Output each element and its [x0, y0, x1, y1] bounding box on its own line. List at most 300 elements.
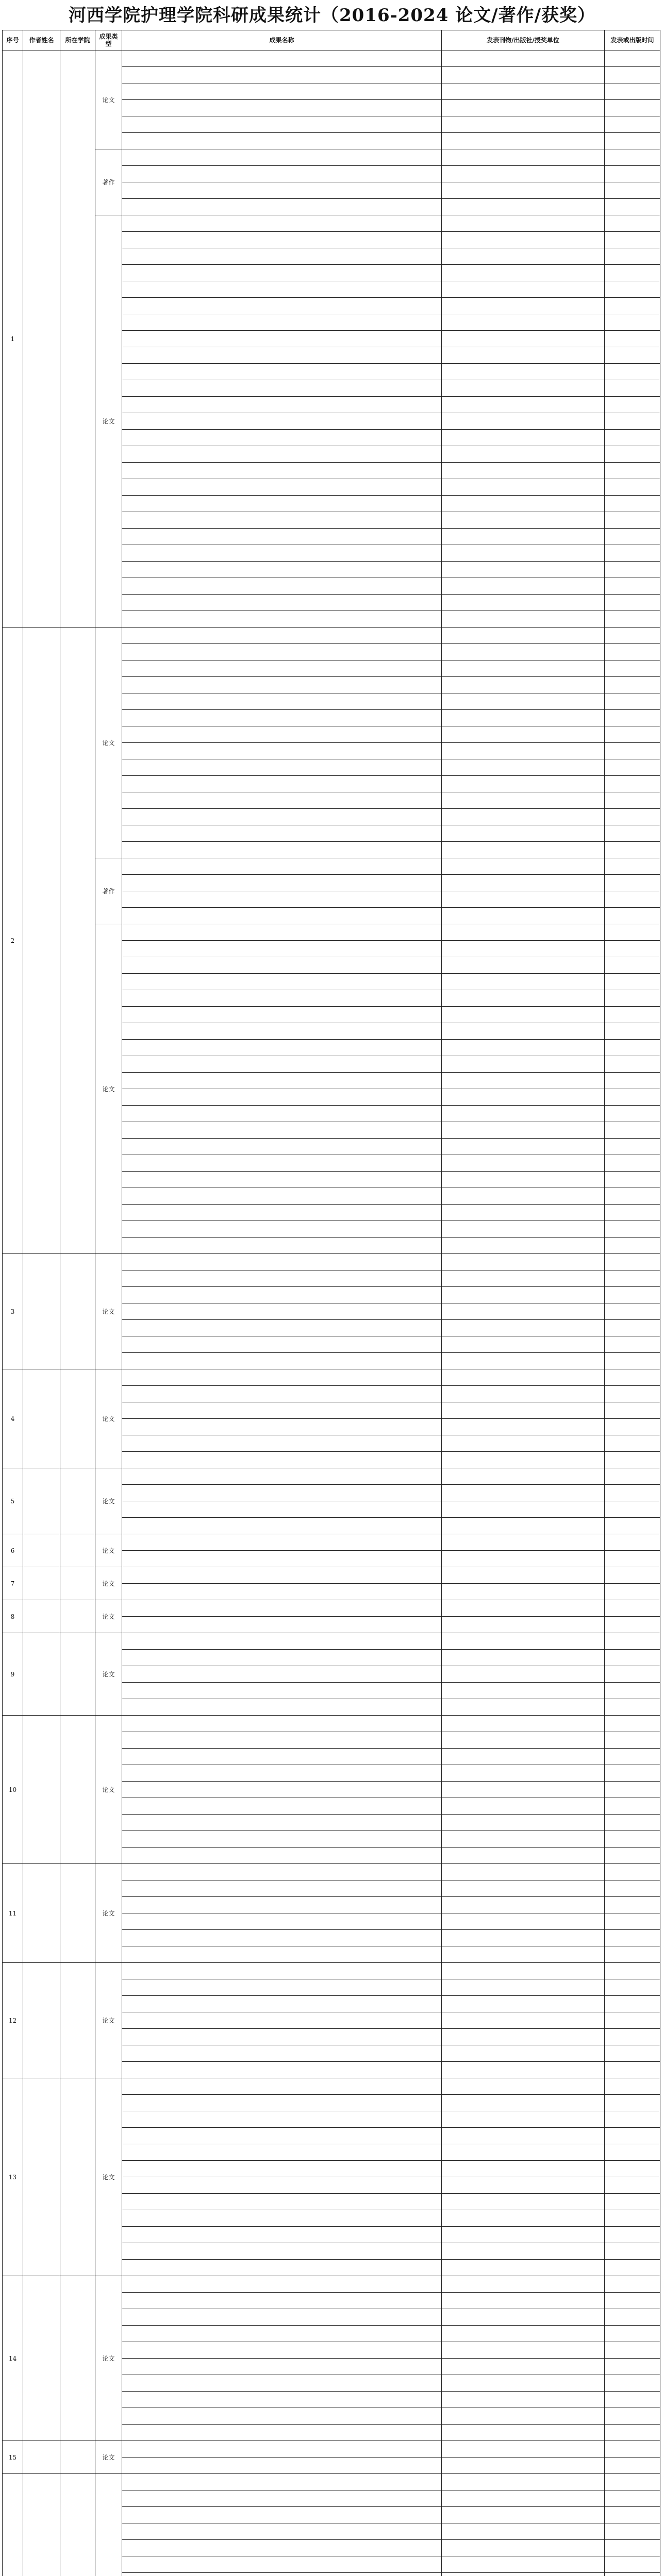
author-name	[23, 50, 60, 628]
achievement-date	[605, 1221, 660, 1238]
achievement-date	[605, 1386, 660, 1402]
achievement-venue	[442, 1287, 605, 1303]
achievement-venue	[442, 2078, 605, 2095]
achievement-date	[605, 677, 660, 693]
achievement-date	[605, 2425, 660, 2441]
achievement-title	[122, 50, 442, 67]
achievement-title	[122, 1551, 442, 1567]
achievement-date	[605, 891, 660, 908]
achievement-date	[605, 1139, 660, 1155]
achievement-venue	[442, 875, 605, 891]
achievement-title	[122, 1435, 442, 1452]
achievement-date	[605, 1584, 660, 1600]
achievement-title	[122, 1848, 442, 1864]
achievement-venue	[442, 1534, 605, 1551]
author-name	[23, 2276, 60, 2441]
achievement-title	[122, 298, 442, 314]
achievement-date	[605, 1040, 660, 1056]
achievement-title	[122, 2309, 442, 2326]
achievement-date	[605, 1270, 660, 1287]
achievement-venue	[442, 759, 605, 776]
achievement-title	[122, 1782, 442, 1798]
achievement-venue	[442, 562, 605, 578]
achievement-date	[605, 2045, 660, 2062]
achievement-venue	[442, 1452, 605, 1468]
achievement-venue	[442, 149, 605, 166]
achievement-title	[122, 199, 442, 215]
achievement-title	[122, 413, 442, 430]
achievement-venue	[442, 347, 605, 364]
achievement-type: 论文	[95, 1716, 122, 1864]
achievement-venue	[442, 578, 605, 595]
table-row	[3, 924, 660, 941]
achievement-date	[605, 2342, 660, 2359]
achievement-date	[605, 710, 660, 726]
table-row	[3, 1963, 660, 1979]
achievement-date	[605, 364, 660, 380]
achievement-title	[122, 347, 442, 364]
achievement-type	[95, 2474, 122, 2576]
achievement-venue	[442, 116, 605, 133]
row-index: 9	[3, 1633, 23, 1716]
achievement-title	[122, 2128, 442, 2144]
achievement-venue	[442, 792, 605, 809]
achievement-title	[122, 1683, 442, 1699]
achievement-title	[122, 957, 442, 974]
achievement-title	[122, 1650, 442, 1666]
author-name	[23, 2441, 60, 2474]
row-index	[3, 2474, 23, 2576]
achievement-title	[122, 1567, 442, 1584]
achievement-venue	[442, 1172, 605, 1188]
table-row	[3, 1534, 660, 1551]
achievement-title	[122, 710, 442, 726]
achievement-date	[605, 759, 660, 776]
achievement-date	[605, 1287, 660, 1303]
achievement-title	[122, 2293, 442, 2309]
college-name	[60, 2474, 95, 2576]
achievement-venue	[442, 496, 605, 512]
achievements-table	[2, 30, 660, 2576]
achievement-venue	[442, 2260, 605, 2276]
achievement-title	[122, 2474, 442, 2490]
achievement-title	[122, 1897, 442, 1913]
achievement-date	[605, 446, 660, 463]
achievement-title	[122, 2326, 442, 2342]
achievement-title	[122, 1073, 442, 1089]
achievement-venue	[442, 2111, 605, 2128]
achievement-venue	[442, 1205, 605, 1221]
achievement-title	[122, 2523, 442, 2540]
achievement-date	[605, 1023, 660, 1040]
achievement-title	[122, 2573, 442, 2576]
achievement-date	[605, 1946, 660, 1963]
achievement-venue	[442, 941, 605, 957]
achievement-title	[122, 2359, 442, 2375]
achievement-title	[122, 1007, 442, 1023]
header-author: 作者姓名	[23, 30, 60, 50]
achievement-date	[605, 1155, 660, 1172]
achievement-venue	[442, 2490, 605, 2507]
college-name	[60, 1600, 95, 1633]
achievement-venue	[442, 825, 605, 842]
achievement-date	[605, 1798, 660, 1815]
achievement-title	[122, 2458, 442, 2474]
achievement-venue	[442, 1073, 605, 1089]
achievement-venue	[442, 2523, 605, 2540]
achievement-date	[605, 1633, 660, 1650]
achievement-date	[605, 199, 660, 215]
achievement-date	[605, 50, 660, 67]
achievement-venue	[442, 232, 605, 248]
achievement-date	[605, 2490, 660, 2507]
achievement-venue	[442, 1765, 605, 1782]
achievement-title	[122, 2045, 442, 2062]
table-row	[3, 2078, 660, 2095]
achievement-venue	[442, 1106, 605, 1122]
table-row	[3, 1369, 660, 1386]
achievement-venue	[442, 974, 605, 990]
achievement-title	[122, 1056, 442, 1073]
achievement-title	[122, 1880, 442, 1897]
achievement-venue	[442, 1188, 605, 1205]
achievement-venue	[442, 2375, 605, 2392]
achievement-venue	[442, 891, 605, 908]
achievement-date	[605, 1600, 660, 1617]
achievement-title	[122, 529, 442, 545]
achievement-venue	[442, 990, 605, 1007]
achievement-date	[605, 166, 660, 182]
achievement-title	[122, 1254, 442, 1270]
college-name	[60, 2078, 95, 2276]
achievement-type: 著作	[95, 149, 122, 215]
achievement-date	[605, 463, 660, 479]
achievement-type: 论文	[95, 2078, 122, 2276]
achievement-title	[122, 1040, 442, 1056]
achievement-date	[605, 215, 660, 232]
achievement-title	[122, 2425, 442, 2441]
author-name	[23, 1534, 60, 1567]
achievement-date	[605, 2293, 660, 2309]
achievement-venue	[442, 331, 605, 347]
achievement-date	[605, 1864, 660, 1880]
table-row	[3, 1716, 660, 1732]
achievement-title	[122, 116, 442, 133]
achievement-date	[605, 825, 660, 842]
achievement-date	[605, 611, 660, 628]
achievement-venue	[442, 298, 605, 314]
achievement-venue	[442, 2408, 605, 2425]
achievement-title	[122, 2177, 442, 2194]
achievement-date	[605, 1089, 660, 1106]
achievement-date	[605, 331, 660, 347]
achievement-title	[122, 265, 442, 281]
achievement-type: 论文	[95, 50, 122, 149]
achievement-venue	[442, 430, 605, 446]
achievement-date	[605, 660, 660, 677]
achievement-venue	[442, 1402, 605, 1419]
achievement-venue	[442, 1864, 605, 1880]
achievement-venue	[442, 1880, 605, 1897]
achievement-date	[605, 2507, 660, 2523]
achievement-date	[605, 2210, 660, 2227]
achievement-title	[122, 397, 442, 413]
achievement-date	[605, 380, 660, 397]
achievement-title	[122, 1320, 442, 1336]
row-index: 8	[3, 1600, 23, 1633]
achievement-date	[605, 1419, 660, 1435]
achievement-title	[122, 83, 442, 100]
achievement-date	[605, 281, 660, 298]
achievement-venue	[442, 1650, 605, 1666]
achievement-venue	[442, 693, 605, 710]
achievement-type: 论文	[95, 215, 122, 628]
achievement-title	[122, 496, 442, 512]
achievement-title	[122, 463, 442, 479]
header-college: 所在学院	[60, 30, 95, 50]
achievement-title	[122, 924, 442, 941]
achievement-venue	[442, 1254, 605, 1270]
table-row	[3, 1864, 660, 1880]
achievement-type: 论文	[95, 1534, 122, 1567]
header-date: 发表或出版时间	[605, 30, 660, 50]
achievement-date	[605, 2161, 660, 2177]
achievement-date	[605, 2573, 660, 2576]
achievement-date	[605, 100, 660, 116]
achievement-title	[122, 1353, 442, 1369]
achievement-venue	[442, 1815, 605, 1831]
row-index: 4	[3, 1369, 23, 1468]
achievement-date	[605, 397, 660, 413]
achievement-venue	[442, 83, 605, 100]
achievement-date	[605, 1782, 660, 1798]
achievement-title	[122, 595, 442, 611]
achievement-title	[122, 726, 442, 743]
achievement-title	[122, 562, 442, 578]
achievement-title	[122, 1238, 442, 1254]
achievement-venue	[442, 1699, 605, 1716]
achievement-date	[605, 2078, 660, 2095]
achievement-venue	[442, 1501, 605, 1518]
achievement-venue	[442, 677, 605, 693]
achievement-date	[605, 743, 660, 759]
achievement-date	[605, 1765, 660, 1782]
achievement-title	[122, 2260, 442, 2276]
achievement-date	[605, 1913, 660, 1930]
achievement-title	[122, 1534, 442, 1551]
achievement-title	[122, 1584, 442, 1600]
achievement-title	[122, 908, 442, 924]
achievement-date	[605, 1831, 660, 1848]
achievement-title	[122, 248, 442, 265]
achievement-venue	[442, 2342, 605, 2359]
table-row	[3, 1468, 660, 1485]
achievement-title	[122, 479, 442, 496]
achievement-date	[605, 990, 660, 1007]
achievement-title	[122, 2540, 442, 2556]
achievement-date	[605, 1534, 660, 1551]
achievement-type: 论文	[95, 1468, 122, 1534]
achievement-venue	[442, 2144, 605, 2161]
achievement-type: 论文	[95, 1864, 122, 1963]
author-name	[23, 1567, 60, 1600]
author-name	[23, 1369, 60, 1468]
achievement-venue	[442, 2474, 605, 2490]
achievement-date	[605, 1930, 660, 1946]
achievement-date	[605, 265, 660, 281]
achievement-title	[122, 990, 442, 1007]
achievement-title	[122, 1336, 442, 1353]
achievement-title	[122, 430, 442, 446]
achievement-title	[122, 1221, 442, 1238]
achievement-date	[605, 430, 660, 446]
achievement-venue	[442, 2326, 605, 2342]
author-name	[23, 2078, 60, 2276]
row-index: 10	[3, 1716, 23, 1864]
achievement-venue	[442, 644, 605, 660]
achievement-venue	[442, 1831, 605, 1848]
achievement-date	[605, 1880, 660, 1897]
college-name	[60, 628, 95, 1254]
achievement-date	[605, 2474, 660, 2490]
achievement-venue	[442, 1386, 605, 1402]
achievement-venue	[442, 2095, 605, 2111]
achievement-venue	[442, 1600, 605, 1617]
achievement-title	[122, 825, 442, 842]
achievement-venue	[442, 2392, 605, 2408]
college-name	[60, 1369, 95, 1468]
achievement-date	[605, 1238, 660, 1254]
achievement-venue	[442, 265, 605, 281]
achievement-title	[122, 1485, 442, 1501]
achievement-date	[605, 2276, 660, 2293]
achievement-title	[122, 1419, 442, 1435]
achievement-title	[122, 1468, 442, 1485]
achievement-title	[122, 759, 442, 776]
achievement-date	[605, 974, 660, 990]
college-name	[60, 1716, 95, 1864]
achievement-date	[605, 776, 660, 792]
achievement-title	[122, 1666, 442, 1683]
achievement-date	[605, 83, 660, 100]
author-name	[23, 1600, 60, 1633]
achievement-title	[122, 891, 442, 908]
achievement-venue	[442, 100, 605, 116]
achievement-venue	[442, 2227, 605, 2243]
achievement-title	[122, 215, 442, 232]
achievement-date	[605, 1485, 660, 1501]
achievement-date	[605, 2441, 660, 2458]
achievement-date	[605, 1897, 660, 1913]
achievement-date	[605, 562, 660, 578]
achievement-date	[605, 1402, 660, 1419]
achievement-venue	[442, 2540, 605, 2556]
achievement-date	[605, 628, 660, 644]
achievement-date	[605, 116, 660, 133]
achievement-type: 论文	[95, 628, 122, 858]
achievement-venue	[442, 1979, 605, 1996]
achievement-venue	[442, 1485, 605, 1501]
achievement-venue	[442, 1270, 605, 1287]
achievement-date	[605, 2458, 660, 2474]
achievement-venue	[442, 2210, 605, 2227]
achievement-venue	[442, 1155, 605, 1172]
table-row	[3, 1633, 660, 1650]
achievement-date	[605, 875, 660, 891]
achievement-date	[605, 1815, 660, 1831]
row-index: 7	[3, 1567, 23, 1600]
header-title: 成果名称	[122, 30, 442, 50]
achievement-venue	[442, 413, 605, 430]
college-name	[60, 1963, 95, 2078]
achievement-date	[605, 858, 660, 875]
achievement-title	[122, 1089, 442, 1106]
achievement-title	[122, 1205, 442, 1221]
achievement-date	[605, 545, 660, 562]
achievement-venue	[442, 463, 605, 479]
achievement-title	[122, 2408, 442, 2425]
achievement-venue	[442, 380, 605, 397]
achievement-venue	[442, 199, 605, 215]
achievement-venue	[442, 1963, 605, 1979]
achievement-date	[605, 67, 660, 83]
achievement-date	[605, 908, 660, 924]
achievement-venue	[442, 2441, 605, 2458]
achievement-title	[122, 1270, 442, 1287]
achievement-date	[605, 2375, 660, 2392]
achievement-title	[122, 2556, 442, 2573]
achievement-title	[122, 1716, 442, 1732]
achievement-title	[122, 2144, 442, 2161]
achievement-type: 论文	[95, 924, 122, 1254]
row-index: 3	[3, 1254, 23, 1369]
achievement-venue	[442, 1551, 605, 1567]
table-row	[3, 2441, 660, 2458]
achievement-date	[605, 1979, 660, 1996]
table-row	[3, 2474, 660, 2490]
achievement-title	[122, 166, 442, 182]
achievement-title	[122, 875, 442, 891]
achievement-title	[122, 644, 442, 660]
table-row	[3, 2276, 660, 2293]
achievement-title	[122, 2392, 442, 2408]
achievement-venue	[442, 512, 605, 529]
achievement-date	[605, 2062, 660, 2078]
achievement-date	[605, 809, 660, 825]
row-index: 14	[3, 2276, 23, 2441]
achievement-venue	[442, 1782, 605, 1798]
achievement-date	[605, 726, 660, 743]
achievement-venue	[442, 67, 605, 83]
achievement-date	[605, 2326, 660, 2342]
achievement-venue	[442, 1749, 605, 1765]
achievement-venue	[442, 858, 605, 875]
achievement-title	[122, 1518, 442, 1534]
header-index: 序号	[3, 30, 23, 50]
achievement-date	[605, 2392, 660, 2408]
achievement-title	[122, 1765, 442, 1782]
achievement-date	[605, 1353, 660, 1369]
college-name	[60, 2276, 95, 2441]
achievement-type: 论文	[95, 1254, 122, 1369]
achievement-venue	[442, 1007, 605, 1023]
achievement-title	[122, 1963, 442, 1979]
achievement-title	[122, 1930, 442, 1946]
achievement-venue	[442, 776, 605, 792]
achievement-date	[605, 1551, 660, 1567]
college-name	[60, 1864, 95, 1963]
achievement-venue	[442, 1798, 605, 1815]
